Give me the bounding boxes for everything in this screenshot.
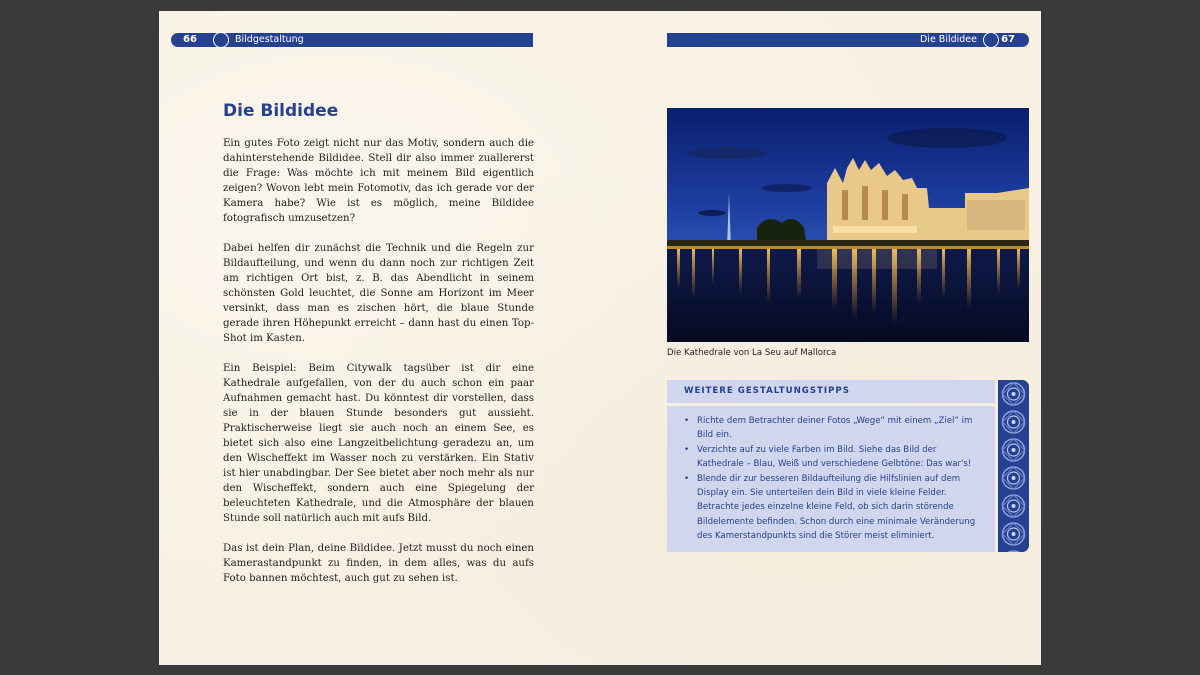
page-title: Die Bildidee (223, 101, 339, 121)
list-item (684, 443, 985, 472)
left-running-head: Bildgestaltung (235, 34, 304, 45)
tip-text: Verzichte auf zu viele Farben im Bild. Siehe das Bild der Kathedrale – Blau, Weiß und verschiedene Gelbtöne: Das war's! (697, 444, 972, 470)
tile-pattern-graphic (998, 380, 1029, 552)
cathedral-photo (667, 108, 1029, 342)
left-running-header (171, 33, 533, 47)
cathedral-night-photo-icon (667, 108, 1029, 342)
right-running-head: Die Bildidee (919, 34, 977, 45)
right-running-header (667, 33, 1029, 47)
tips-heading: WEITERE GESTALTUNGSTIPPS (667, 380, 995, 403)
paragraph: Das ist dein Plan, deine Bildidee. Jetzt musst du noch einen Kamerastandpunkt zu finden, in dem alles, was du aufs Foto bannen möchtest, auch gut zu sehen ist. (223, 543, 534, 584)
bullet-icon: • (684, 444, 690, 455)
list-item (684, 414, 985, 443)
bullet-icon: • (684, 473, 690, 484)
list-item (684, 472, 985, 544)
paragraph: Ein gutes Foto zeigt nicht nur das Motiv, sondern auch die dahinterstehende Bildidee. Stell dir also immer zuallererst die Frage: Was möchte ich mit meinem Bild eigentlich zeigen? Wovon lebt mein Fotomotiv, das ich gerade vor der Kamera habe? Wie ist es möglich, meine Bildidee fotografisch umzusetzen? (223, 138, 534, 224)
decorative-tile-pattern-icon (998, 380, 1029, 552)
book-spread (159, 11, 1041, 665)
page-marker-circle-icon (213, 32, 229, 48)
right-page-number: 67 (1001, 34, 1015, 45)
page-marker-circle-icon (983, 32, 999, 48)
paragraph: Dabei helfen dir zunächst die Technik und die Regeln zur Bildaufteilung, und wenn du dann noch zur richtigen Zeit am richtigen Ort bist, z. B. das Abendlicht in seinem schönsten Gold leuchtet, die Sonne am Horizont im Meer versinkt, dass man es zischen hört, die blaue Stunde gerade ihren Höhepunkt erreicht – dann hast du einen Top-Shot im Kasten. (223, 243, 534, 344)
bullet-icon: • (684, 416, 690, 426)
tips-list (684, 414, 985, 544)
tips-box (667, 380, 1029, 552)
left-page-number: 66 (183, 34, 197, 45)
tips-body (667, 406, 995, 552)
tip-text: Blende dir zur besseren Bildaufteilung die Hilfslinien auf dem Display ein. Sie unterteilen dein Bild in viele kleine Felder. Betrachte jedes einzelne kleine Feld, ob sich darin störende Bildelemente befinden. Schon durch eine minimale Veränderung des Kamerstandpunkts sind die Störer meist eliminiert. (697, 473, 976, 542)
paragraph: Ein Beispiel: Beim Citywalk tagsüber ist dir eine Kathedrale aufgefallen, von der du auch schon ein paar Aufnahmen gemacht hast. Du könntest dir vorstellen, dass sie in der blauen Stunde besonders gut aussieht. Praktischerweise liegt sie auch noch an einem See, es bietet sich also eine Langzeitbelichtung geradezu an, um den Wischeffekt im Wasser noch zu verstärken. Ein Stativ ist hier unabdingbar. Der See bietet aber noch mehr als nur den Wischeffekt, sondern auch eine Spiegelung der beleuchteten Kathedrale, und die Atmosphäre der blauen Stunde soll natürlich auch mit aufs Bild. (223, 363, 534, 524)
photo-caption: Die Kathedrale von La Seu auf Mallorca (667, 348, 837, 358)
tip-text: Richte dem Betrachter deiner Fotos „Wege“ mit einem „Ziel“ im Bild ein. (697, 416, 973, 441)
body-text (223, 136, 534, 601)
